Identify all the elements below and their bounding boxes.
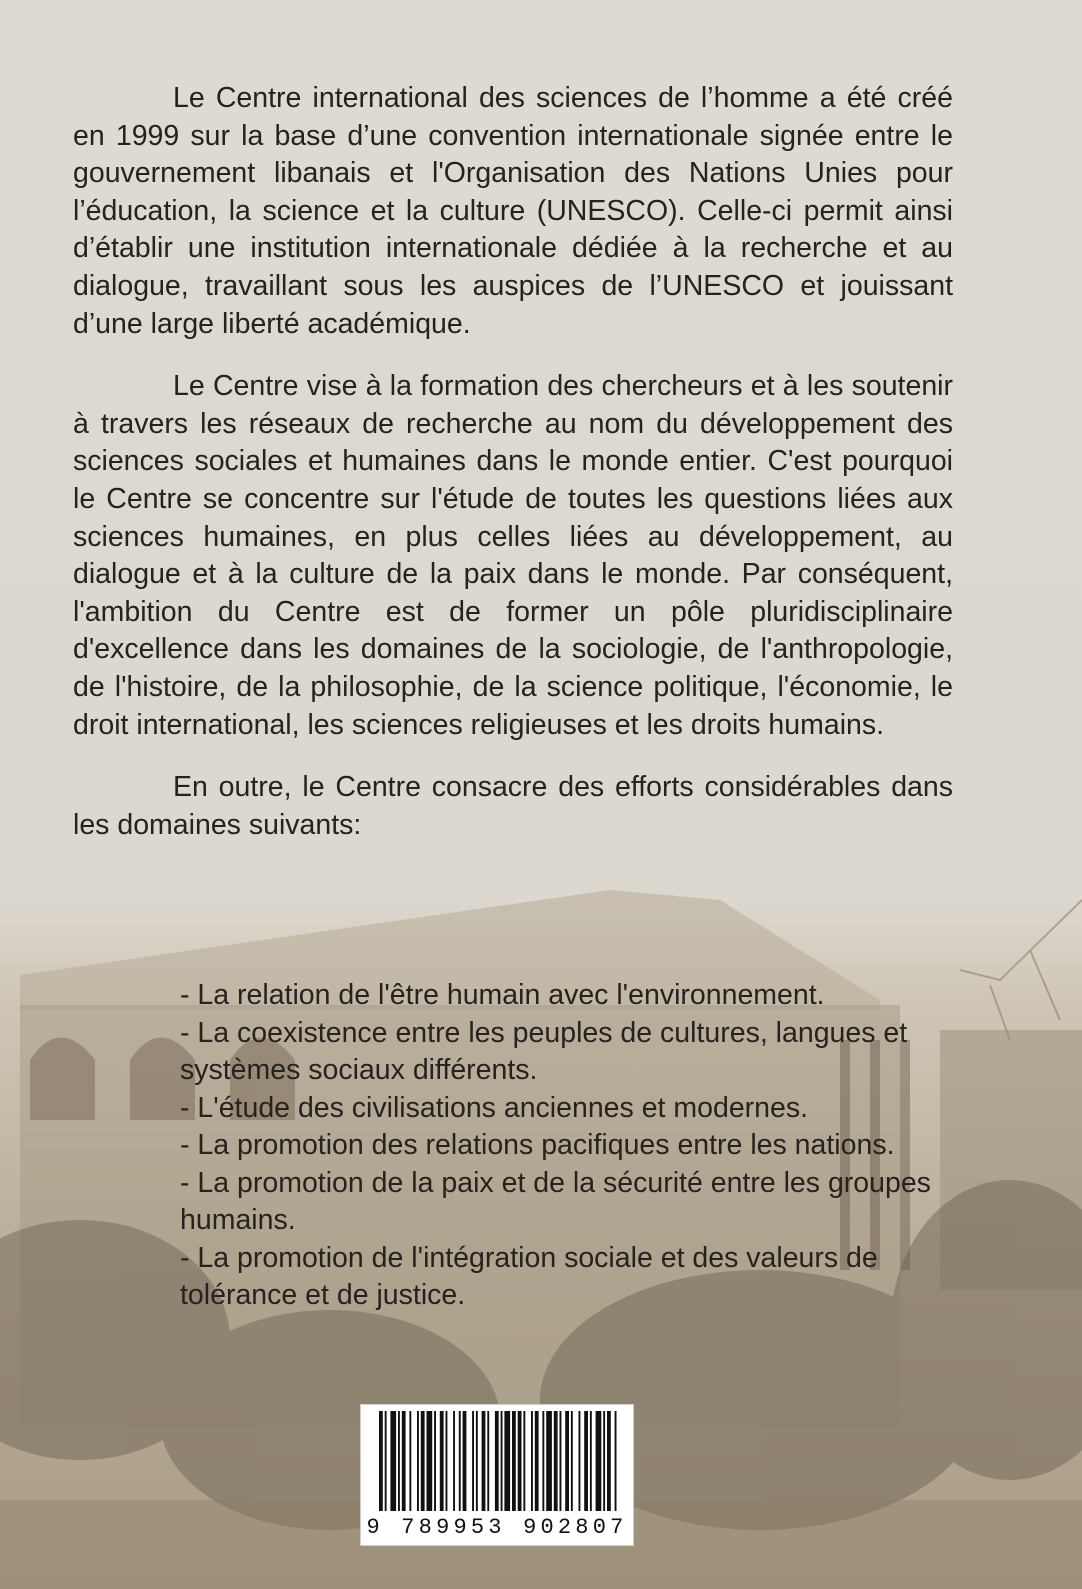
- barcode-bar: [398, 1411, 400, 1511]
- barcode-bar: [535, 1411, 539, 1511]
- barcode-bar: [482, 1411, 486, 1511]
- barcode-bar: [512, 1411, 516, 1511]
- barcode-bar: [542, 1411, 544, 1511]
- list-item: - La promotion des relations pacifiques entre les nations.: [180, 1129, 895, 1161]
- barcode-bar: [571, 1411, 573, 1511]
- barcode-bar: [390, 1411, 396, 1511]
- list-item: - La coexistence entre les peuples de cultures, langues et systèmes sociaux différents.: [180, 1016, 908, 1086]
- barcode-bar: [615, 1411, 617, 1511]
- list-item: - La relation de l'être humain avec l'environnement.: [180, 979, 825, 1011]
- barcode-bar: [459, 1411, 461, 1511]
- barcode-bar: [421, 1411, 425, 1511]
- barcode-bars: [361, 1405, 633, 1517]
- paragraph-1: Le Centre international des sciences de l’homme a été créé en 1999 sur la base d’une convention internationale signée entre le gouvernement libanais et l'Organisation des Nations Unies pour l’éducation, la science et la culture (UNESCO). Celle-ci permit ainsi d’établir une institution internationale dédiée à la recherche et au dialogue, travaillant sous les auspices de l’UNESCO et jouissant d’une large liberté académique.: [73, 82, 953, 340]
- barcode-bar: [560, 1411, 562, 1511]
- paragraph-2: Le Centre vise à la formation des chercheurs et à les soutenir à travers les réseaux de recherche au nom du développement des sciences sociales et humaines dans le monde entier. C'est pourquoi le Centre se concentre sur l'étude de toutes les questions liées aux sciences humaines, en plus celles liées au développement, au dialogue et à la culture de la paix dans le monde. Par conséquent, l'ambition du Centre est de former un pôle pluridisciplinaire d'excellence dans les domaines de la sociologie, de l'anthropologie, de l'histoire, de la philosophie, de la science politique, l'économie, le droit international, les sciences religieuses et les droits humains.: [73, 370, 953, 741]
- barcode-bar: [554, 1411, 558, 1511]
- barcode-bar: [565, 1411, 569, 1511]
- barcode-bar: [584, 1411, 588, 1511]
- barcode-bar: [463, 1411, 467, 1511]
- barcode-bar: [603, 1411, 605, 1511]
- barcode-digits: 9 789953 902807: [366, 1515, 628, 1540]
- barcode-bar: [523, 1411, 525, 1511]
- barcode-bar: [446, 1411, 448, 1511]
- barcode-bar: [579, 1411, 581, 1511]
- barcode-bar: [518, 1411, 522, 1511]
- barcode-bar: [427, 1411, 433, 1511]
- barcode-bar: [453, 1411, 455, 1511]
- isbn-barcode: [360, 1404, 634, 1546]
- list-item: - La promotion de la paix et de la sécurité entre les groupes humains.: [180, 1166, 931, 1236]
- barcode-bar: [501, 1411, 503, 1511]
- barcode-bar: [590, 1411, 592, 1511]
- barcode-bar: [379, 1411, 383, 1511]
- barcode-bar: [472, 1411, 474, 1511]
- barcode-bar: [487, 1411, 489, 1511]
- list-item: - La promotion de l'intégration sociale et des valeurs de tolérance et de justice.: [180, 1241, 878, 1311]
- paragraph-3: En outre, le Centre consacre des efforts considérables dans les domaines suivants:: [73, 771, 953, 841]
- barcode-bar: [495, 1411, 499, 1511]
- domains-list: [180, 977, 940, 1315]
- description-text: [73, 80, 953, 844]
- barcode-bar: [531, 1411, 533, 1511]
- barcode-bar: [596, 1411, 602, 1511]
- barcode-bar: [434, 1411, 436, 1511]
- barcode-bar: [504, 1411, 510, 1511]
- barcode-bar: [417, 1411, 419, 1511]
- barcode-bar: [402, 1411, 406, 1511]
- barcode-bar: [607, 1411, 611, 1511]
- list-item: - L'étude des civilisations anciennes et modernes.: [180, 1091, 809, 1124]
- barcode-bar: [546, 1411, 552, 1511]
- barcode-bar: [385, 1411, 387, 1511]
- barcode-bar: [440, 1411, 444, 1511]
- barcode-bar: [409, 1411, 411, 1511]
- barcode-bar: [476, 1411, 478, 1511]
